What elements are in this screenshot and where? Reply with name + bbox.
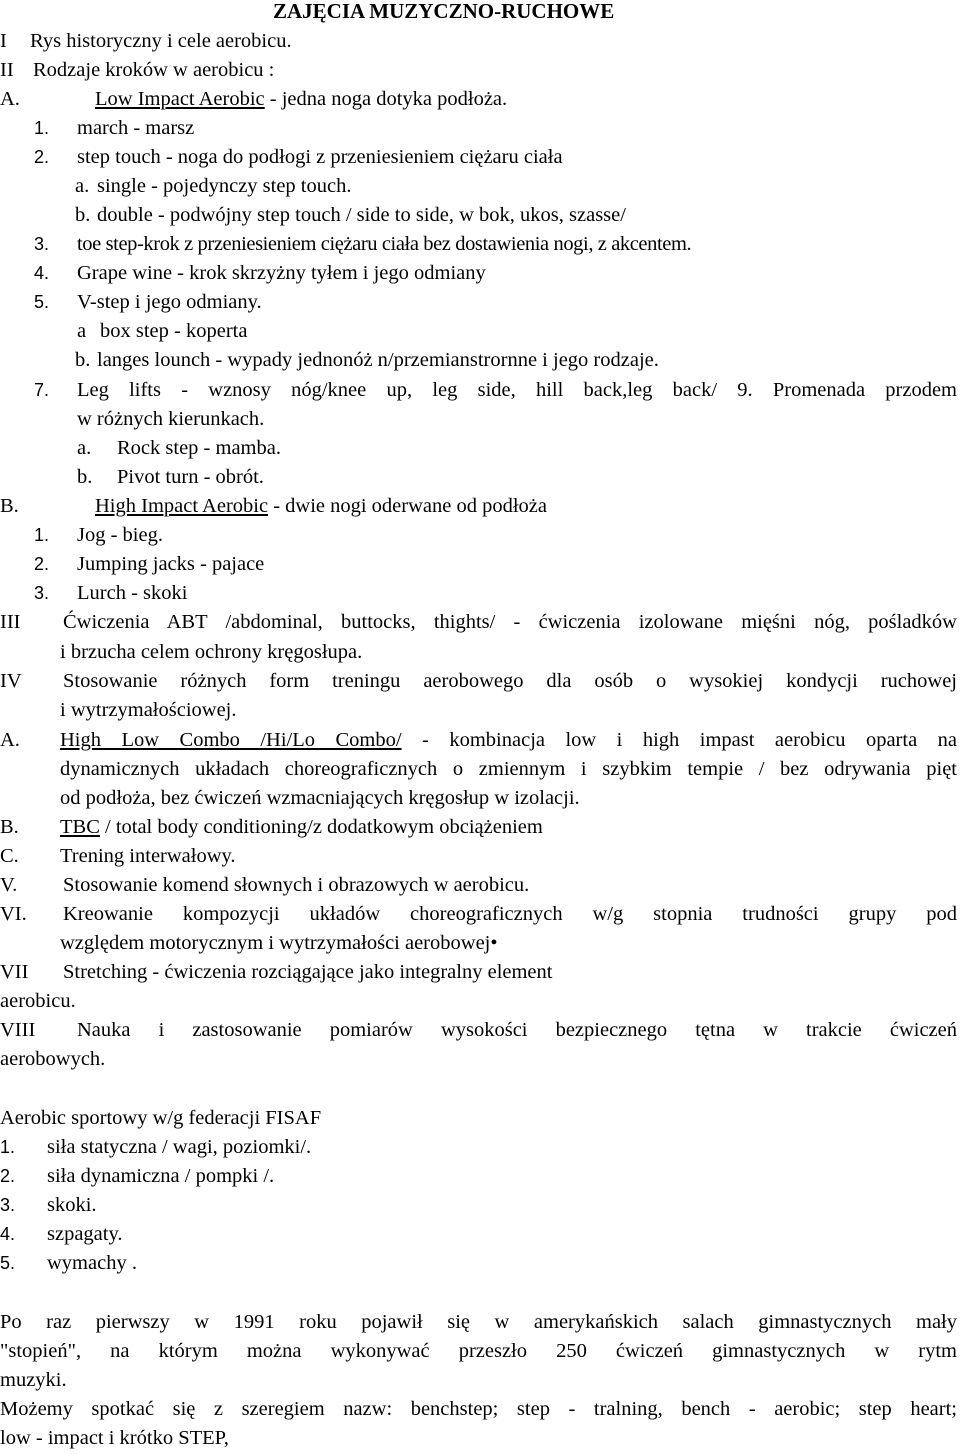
text-span: - dwie nogi oderwane od podłoża bbox=[268, 495, 548, 517]
section-text-cont: względem motorycznym i wytrzymałości aerobowej• bbox=[60, 932, 498, 954]
subsection-text bbox=[60, 813, 543, 842]
list-item: Rock step - mamba. bbox=[117, 437, 281, 459]
list-number: 5. bbox=[34, 292, 50, 312]
subsection-text: Trening interwałowy. bbox=[60, 845, 236, 867]
list-number: 3. bbox=[34, 234, 50, 254]
paragraph-line: "stopień", na którym można wykonywać przeszło 250 ćwiczeń gimnastycznych w rytm bbox=[0, 1340, 957, 1362]
text-span: / total body conditioning/z dodatkowym obciążeniem bbox=[99, 816, 543, 838]
subsection-text bbox=[95, 492, 547, 521]
section-text: Kreowanie kompozycji układów choreograficznych w/g stopnia trudności grupy pod bbox=[63, 903, 957, 925]
fisaf-item: siła statyczna / wagi, poziomki/. bbox=[47, 1136, 312, 1158]
section-marker: III bbox=[0, 611, 21, 633]
section-text: Ćwiczenia ABT /abdominal, buttocks, thights/ - ćwiczenia izolowane mięśni nóg, pośladków bbox=[63, 611, 957, 633]
fisaf-number: 3. bbox=[0, 1195, 16, 1215]
section-marker: VII bbox=[0, 961, 29, 983]
text-span: - jedna noga dotyka podłoża. bbox=[264, 88, 508, 110]
list-item: V-step i jego odmiany. bbox=[77, 291, 262, 313]
section-text: Nauka i zastosowanie pomiarów wysokości bezpiecznego tętna w trakcie ćwiczeń bbox=[77, 1019, 957, 1041]
list-number: 7. bbox=[34, 380, 50, 400]
list-number: 1. bbox=[34, 118, 50, 138]
subsection-marker: C. bbox=[0, 845, 19, 867]
subsection-marker: A. bbox=[0, 729, 20, 751]
list-number: 1. bbox=[34, 525, 50, 545]
section-text: Stretching - ćwiczenia rozciągające jako integralny element bbox=[63, 961, 553, 983]
page-title: ZAJĘCIA MUZYCZNO-RUCHOWE bbox=[273, 0, 615, 23]
paragraph-line: Po raz pierwszy w 1991 roku pojawił się w amerykańskich salach gimnastycznych mały bbox=[0, 1311, 957, 1333]
fisaf-item: wymachy . bbox=[47, 1252, 137, 1274]
paragraph-line: low - impact i krótko STEP, bbox=[0, 1427, 229, 1449]
list-number: 2. bbox=[34, 554, 50, 574]
underlined-term: High Impact Aerobic bbox=[95, 495, 269, 517]
fisaf-heading: Aerobic sportowy w/g federacji FISAF bbox=[0, 1107, 322, 1129]
list-letter: a bbox=[77, 320, 87, 342]
subsection-marker: B. bbox=[0, 816, 19, 838]
section-text-cont: aerobicu. bbox=[0, 990, 76, 1012]
list-item: Lurch - skoki bbox=[77, 582, 188, 604]
list-item: single - pojedynczy step touch. bbox=[97, 175, 352, 197]
underlined-term: TBC bbox=[60, 816, 100, 838]
fisaf-number: 1. bbox=[0, 1137, 16, 1157]
section-marker: II bbox=[0, 59, 14, 81]
list-number: 2. bbox=[34, 147, 50, 167]
text-span: - kombinacja low i high impast aerobicu oparta na bbox=[401, 729, 957, 751]
list-number: 4. bbox=[34, 263, 50, 283]
section-marker: IV bbox=[0, 670, 22, 692]
section-marker: VI. bbox=[0, 903, 27, 925]
fisaf-item: siła dynamiczna / pompki /. bbox=[47, 1165, 275, 1187]
list-item: box step - koperta bbox=[100, 320, 248, 342]
section-text-cont: i wytrzymałościowej. bbox=[60, 699, 237, 721]
list-letter: b. bbox=[77, 466, 93, 488]
section-text-cont: aerobowych. bbox=[0, 1048, 106, 1070]
list-letter: b. bbox=[75, 204, 91, 226]
list-letter: a. bbox=[77, 437, 92, 459]
paragraph-line: Możemy spotkać się z szeregiem nazw: benchstep; step - tralning, bench - aerobic; step heart; bbox=[0, 1398, 957, 1420]
underlined-term: Low Impact Aerobic bbox=[95, 88, 265, 110]
section-text: Rys historyczny i cele aerobicu. bbox=[30, 30, 292, 52]
list-item: double - podwójny step touch / side to side, w bok, ukos, szasse/ bbox=[97, 204, 626, 226]
section-marker: V. bbox=[0, 874, 18, 896]
list-number: 3. bbox=[34, 583, 50, 603]
section-text: Stosowanie komend słownych i obrazowych w aerobicu. bbox=[63, 874, 530, 896]
section-text: Rodzaje kroków w aerobicu : bbox=[33, 59, 275, 81]
subsection-text-cont: dynamicznych układach choreograficznych o zmiennym i szybkim tempie / bez odrywania pięt bbox=[60, 758, 957, 780]
fisaf-item: skoki. bbox=[47, 1194, 97, 1216]
section-text-cont: i brzucha celem ochrony kręgosłupa. bbox=[60, 641, 363, 663]
list-item: Pivot turn - obrót. bbox=[117, 466, 264, 488]
list-item: step touch - noga do podłogi z przeniesieniem ciężaru ciała bbox=[77, 146, 563, 168]
list-item: langes lounch - wypady jednonóż n/przemianstrornne i jego rodzaje. bbox=[97, 349, 659, 371]
fisaf-item: szpagaty. bbox=[47, 1223, 123, 1245]
list-letter: a. bbox=[75, 175, 90, 197]
underlined-term: High Low Combo /Hi/Lo Combo/ bbox=[60, 729, 402, 751]
list-item: Jumping jacks - pajace bbox=[77, 553, 265, 575]
list-item: Jog - bieg. bbox=[77, 524, 163, 546]
section-marker: I bbox=[0, 30, 7, 52]
list-item-cont: w różnych kierunkach. bbox=[77, 408, 265, 430]
list-letter: b. bbox=[75, 349, 91, 371]
subsection-text-cont: od podłoża, bez ćwiczeń wzmacniających kręgosłup w izolacji. bbox=[60, 787, 580, 809]
section-marker: VIII bbox=[0, 1019, 36, 1041]
paragraph-line: muzyki. bbox=[0, 1369, 67, 1391]
fisaf-number: 2. bbox=[0, 1166, 16, 1186]
list-item: toe step-krok z przeniesieniem ciężaru ciała bez dostawienia nogi, z akcentem. bbox=[77, 233, 692, 255]
subsection-marker: B. bbox=[0, 495, 19, 517]
list-item: march - marsz bbox=[77, 117, 195, 139]
subsection-text bbox=[95, 85, 507, 114]
list-item: Leg lifts - wznosy nóg/knee up, leg side, hill back,leg back/ 9. Promenada przodem bbox=[77, 379, 957, 401]
section-text: Stosowanie różnych form treningu aerobowego dla osób o wysokiej kondycji ruchowej bbox=[63, 670, 957, 692]
subsection-marker: A. bbox=[0, 88, 20, 110]
fisaf-number: 4. bbox=[0, 1224, 16, 1244]
list-item: Grape wine - krok skrzyżny tyłem i jego odmiany bbox=[77, 262, 486, 284]
fisaf-number: 5. bbox=[0, 1253, 16, 1273]
